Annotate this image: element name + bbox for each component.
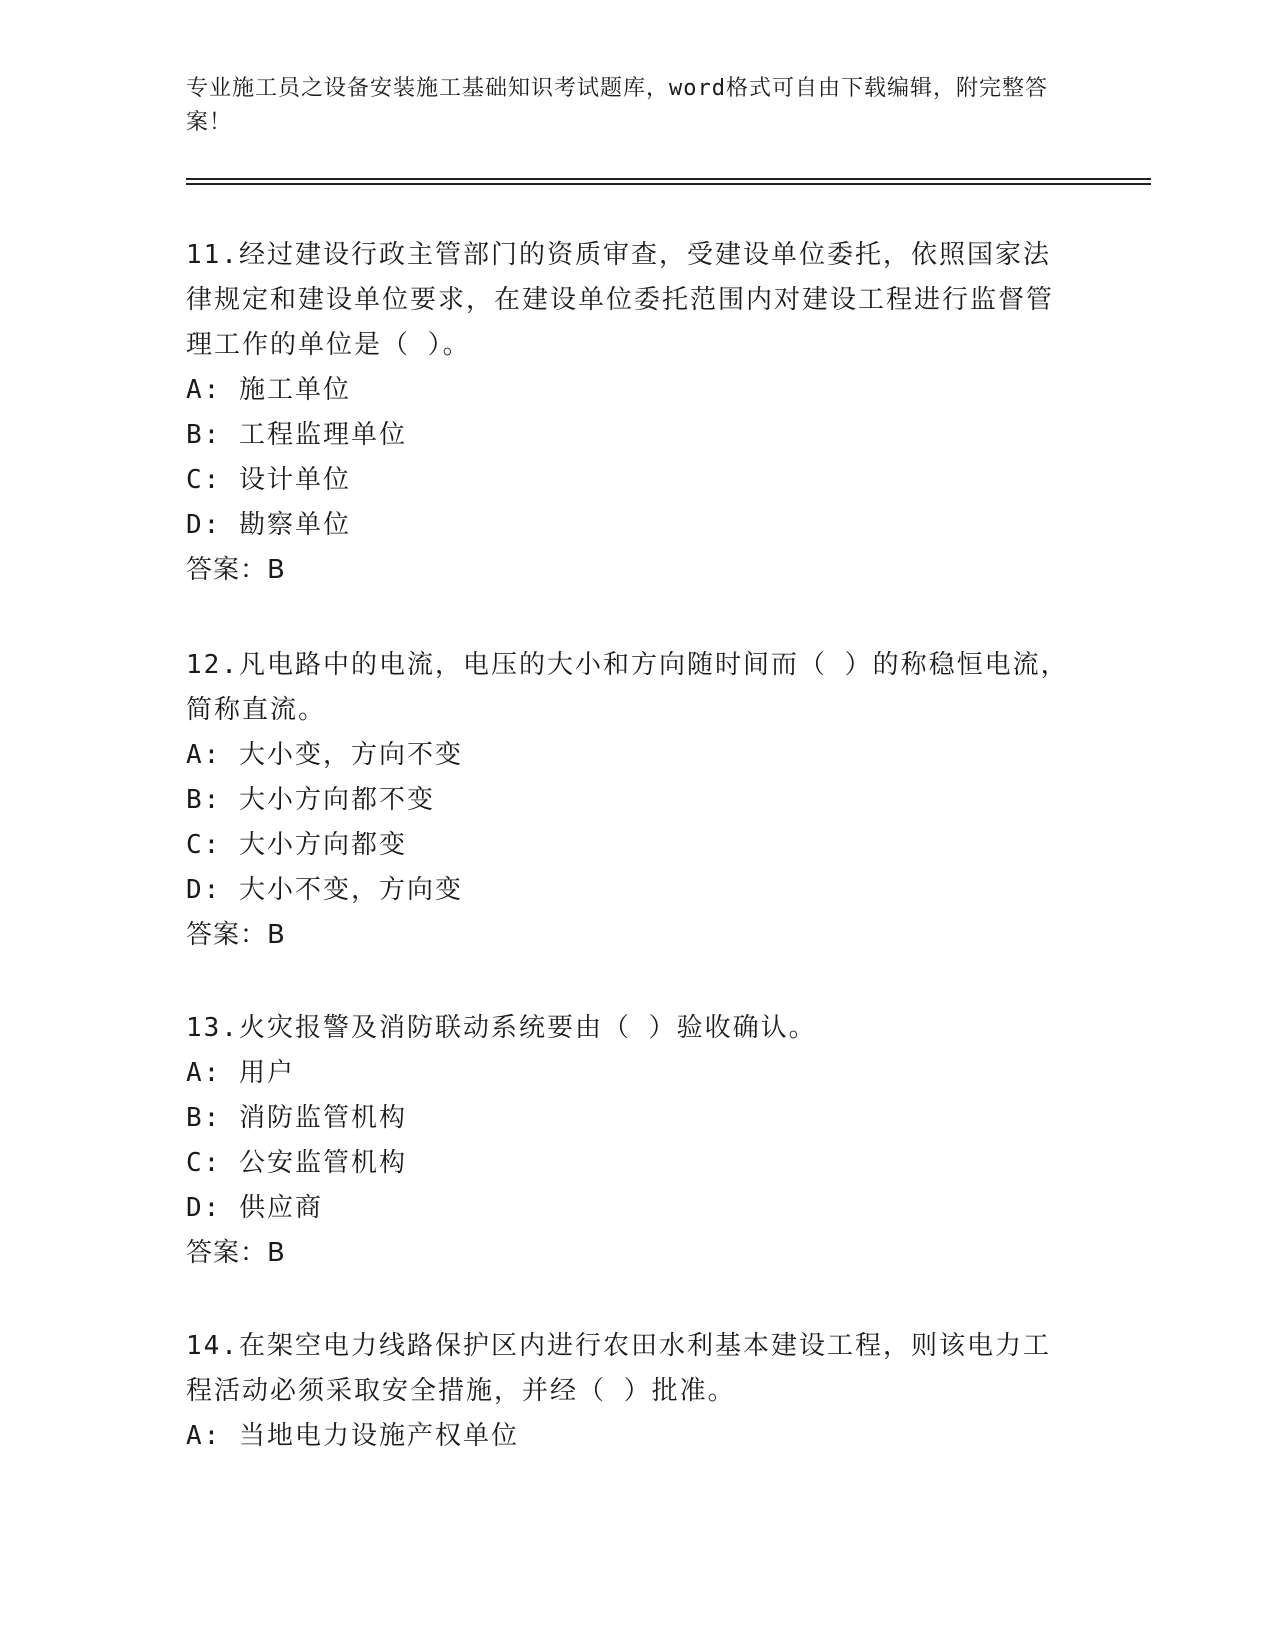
question-12 — [186, 643, 1076, 958]
option-b: B: 工程监理单位 — [186, 420, 407, 450]
question-stem: 14.在架空电力线路保护区内进行农田水利基本建设工程，则该电力工程活动必须采取安全措施，并经（ ）批准。 — [186, 1331, 1051, 1406]
question-14 — [186, 1324, 1076, 1459]
option-a: A: 施工单位 — [186, 375, 351, 405]
question-stem: 13.火灾报警及消防联动系统要由（ ）验收确认。 — [186, 1013, 817, 1043]
option-b: B: 大小方向都不变 — [186, 785, 435, 815]
option-d: D: 供应商 — [186, 1193, 323, 1223]
option-c: C: 设计单位 — [186, 465, 351, 495]
question-stem: 11.经过建设行政主管部门的资质审查，受建设单位委托，依照国家法律规定和建设单位要求，在建设单位委托范围内对建设工程进行监督管理工作的单位是（ ）。 — [186, 240, 1055, 360]
option-b: B: 消防监管机构 — [186, 1103, 407, 1133]
question-stem: 12.凡电路中的电流，电压的大小和方向随时间而（ ）的称稳恒电流，简称直流。 — [186, 650, 1069, 725]
option-c: C: 大小方向都变 — [186, 830, 407, 860]
option-d: D: 勘察单位 — [186, 510, 351, 540]
answer: 答案：B — [186, 920, 286, 950]
option-a: A: 用户 — [186, 1058, 295, 1088]
option-a: A: 大小变，方向不变 — [186, 740, 463, 770]
option-d: D: 大小不变，方向变 — [186, 875, 463, 905]
answer: 答案：B — [186, 555, 286, 585]
option-c: C: 公安监管机构 — [186, 1148, 407, 1178]
answer: 答案：B — [186, 1238, 286, 1268]
header-rule-bottom — [186, 183, 1151, 185]
header-rule-top — [186, 178, 1151, 180]
document-header: 专业施工员之设备安装施工基础知识考试题库，word格式可自由下载编辑，附完整答案！ — [186, 76, 1048, 135]
option-a: A: 当地电力设施产权单位 — [186, 1421, 519, 1451]
question-13 — [186, 1006, 1076, 1276]
question-11 — [186, 233, 1076, 593]
